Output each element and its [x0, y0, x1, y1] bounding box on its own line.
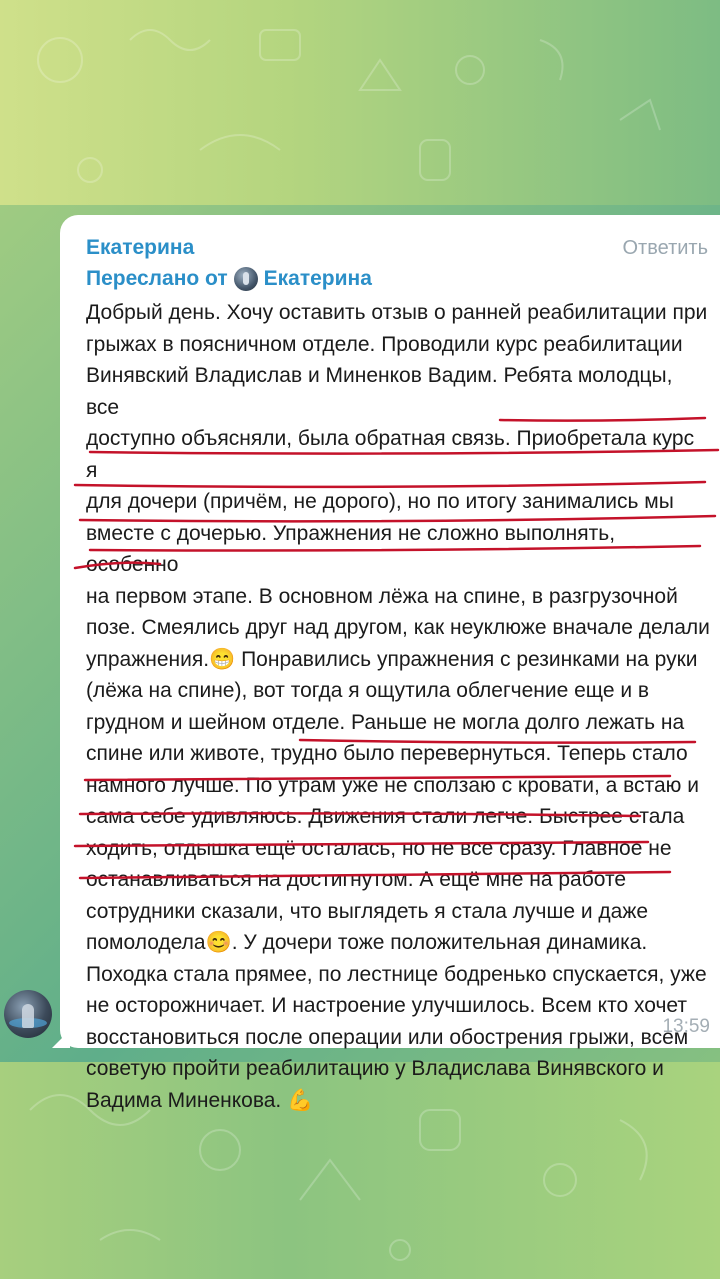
sender-name[interactable]: Екатерина [86, 236, 195, 259]
forwarded-name[interactable]: Екатерина [263, 267, 372, 290]
user-avatar-icon [22, 1004, 34, 1028]
message-text: Добрый день. Хочу оставить отзыв о ранней реабилитации при грыжах в поясничном отделе. Проводили курс реабилитации Винявский Владислав и Миненков Вадим. Ребята молодцы, все доступно объясняли, была обратная связь. Приобретала курс я для дочери (причём, не дорого), но по итогу занимались мы вместе с дочерью. Упражнения не сложно выполнять, особенно на первом этапе. В основном лёжа на спине, в разгрузочной позе. Смеялись друг над другом, как неуклюже вначале делали упражнения.😁 Понравились упражнения с резинками на руки (лёжа на спине), вот тогда я ощутила облегчение еще и в грудном и шейном отделе. Раньше не могла долго лежать на спине или животе, трудно было перевернуться. Теперь стало намного лучше. По утрам уже не сползаю с кровати, а встаю и сама себе удивляюсь. Движения стали легче. Быстрее стала ходить, отдышка ещё осталась, но не все сразу. Главное не останавливаться на достигнутом. А ещё мне на работе сотрудники сказали, что выглядеть я стала лучше и даже помолодела😊. У дочери тоже положительная динамика. Походка стала прямее, по лестнице бодренько спускается, уже не осторожничает. И настроение улучшилось. Всем кто хочет восстановиться после операции или обострения грыжи, всем советую пройти реабилитацию у Владислава Винявского и Вадима Миненкова. 💪 [86, 301, 710, 1112]
forwarded-avatar-icon [234, 267, 258, 291]
forwarded-prefix: Переслано от [86, 267, 228, 290]
message-bubble[interactable] [60, 215, 720, 1112]
top-wallpaper-band [0, 0, 720, 205]
sender-avatar[interactable] [4, 990, 52, 1038]
message-time: 13:59 [662, 1016, 710, 1037]
forwarded-header[interactable] [86, 263, 710, 295]
reply-button[interactable]: Ответить [622, 237, 708, 259]
